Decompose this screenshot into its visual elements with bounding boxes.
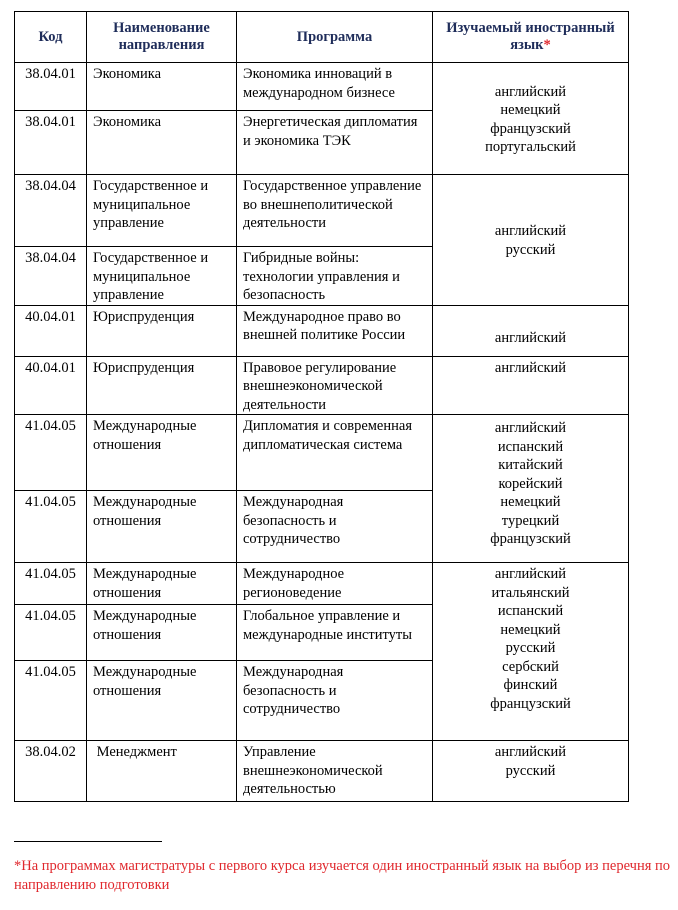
- language-list: английский: [494, 359, 567, 376]
- program-cell: Управление внешнеэкономической деятельностью: [237, 741, 433, 802]
- program-cell: Энергетическая дипломатия и экономика ТЭК: [237, 111, 433, 175]
- direction-cell: Государственное и муниципальное управление: [87, 175, 237, 247]
- program-cell: Глобальное управление и международные институты: [237, 605, 433, 661]
- language-cell: [433, 305, 629, 356]
- code-cell: 41.04.05: [15, 415, 87, 491]
- code-cell: 38.04.02: [15, 741, 87, 802]
- program-cell: Международная безопасность и сотрудничество: [237, 661, 433, 741]
- language-cell: [433, 63, 629, 175]
- program-cell: Правовое регулирование внешнеэкономической деятельности: [237, 356, 433, 415]
- direction-cell: Международные отношения: [87, 563, 237, 605]
- direction-cell: Менеджмент: [87, 741, 237, 802]
- code-cell: 38.04.04: [15, 247, 87, 306]
- header-row: [15, 12, 629, 63]
- table-row: [15, 305, 629, 356]
- header-code: Код: [15, 12, 87, 63]
- footnote-mark: *: [543, 37, 551, 53]
- language-cell: [433, 563, 629, 741]
- direction-cell: Международные отношения: [87, 605, 237, 661]
- direction-cell: Государственное и муниципальное управление: [87, 247, 237, 306]
- table-row: [15, 563, 629, 605]
- header-language-text: Изучаемый иностранный язык: [446, 20, 615, 53]
- language-list: английский немецкий французский португальский: [485, 83, 576, 155]
- table-row: [15, 63, 629, 111]
- language-list: английский русский: [494, 744, 567, 779]
- language-cell: [433, 741, 629, 802]
- language-list: английский итальянский испанский немецкий русский сербский финский французский: [490, 566, 571, 712]
- code-cell: 41.04.05: [15, 605, 87, 661]
- direction-cell: Международные отношения: [87, 491, 237, 563]
- header-direction: Наименование направления: [87, 12, 237, 63]
- code-cell: 41.04.05: [15, 563, 87, 605]
- table-row: [15, 175, 629, 247]
- code-cell: 38.04.01: [15, 63, 87, 111]
- program-cell: Международное право во внешней политике России: [237, 305, 433, 356]
- direction-cell: Международные отношения: [87, 415, 237, 491]
- language-cell: [433, 175, 629, 306]
- table-row: [15, 356, 629, 415]
- language-cell: [433, 415, 629, 563]
- language-cell: [433, 356, 629, 415]
- language-list: английский русский: [494, 223, 567, 258]
- header-language: [433, 12, 629, 63]
- table-row: [15, 415, 629, 491]
- program-cell: Гибридные войны: технологии управления и безопасность: [237, 247, 433, 306]
- program-cell: Государственное управление во внешнеполитической деятельности: [237, 175, 433, 247]
- direction-cell: Юриспруденция: [87, 356, 237, 415]
- language-list: английский: [494, 330, 567, 346]
- code-cell: 41.04.05: [15, 661, 87, 741]
- direction-cell: Международные отношения: [87, 661, 237, 741]
- direction-cell: Экономика: [87, 63, 237, 111]
- program-cell: Дипломатия и современная дипломатическая система: [237, 415, 433, 491]
- direction-cell: Экономика: [87, 111, 237, 175]
- footnote-separator: [14, 841, 162, 842]
- footnote: *На программах магистратуры с первого курса изучается один иностранный язык на выбор из перечня по направлению подготовки: [14, 858, 671, 893]
- code-cell: 38.04.04: [15, 175, 87, 247]
- header-program: Программа: [237, 12, 433, 63]
- direction-cell: Юриспруденция: [87, 305, 237, 356]
- program-cell: Международная безопасность и сотрудничество: [237, 491, 433, 563]
- code-cell: 40.04.01: [15, 305, 87, 356]
- code-cell: 40.04.01: [15, 356, 87, 415]
- code-cell: 38.04.01: [15, 111, 87, 175]
- program-cell: Международное регионоведение: [237, 563, 433, 605]
- code-cell: 41.04.05: [15, 491, 87, 563]
- table-row: [15, 741, 629, 802]
- programs-table: [14, 11, 629, 802]
- program-cell: Экономика инноваций в международном бизнесе: [237, 63, 433, 111]
- language-list: английский испанский китайский корейский немецкий турецкий французский: [490, 420, 571, 547]
